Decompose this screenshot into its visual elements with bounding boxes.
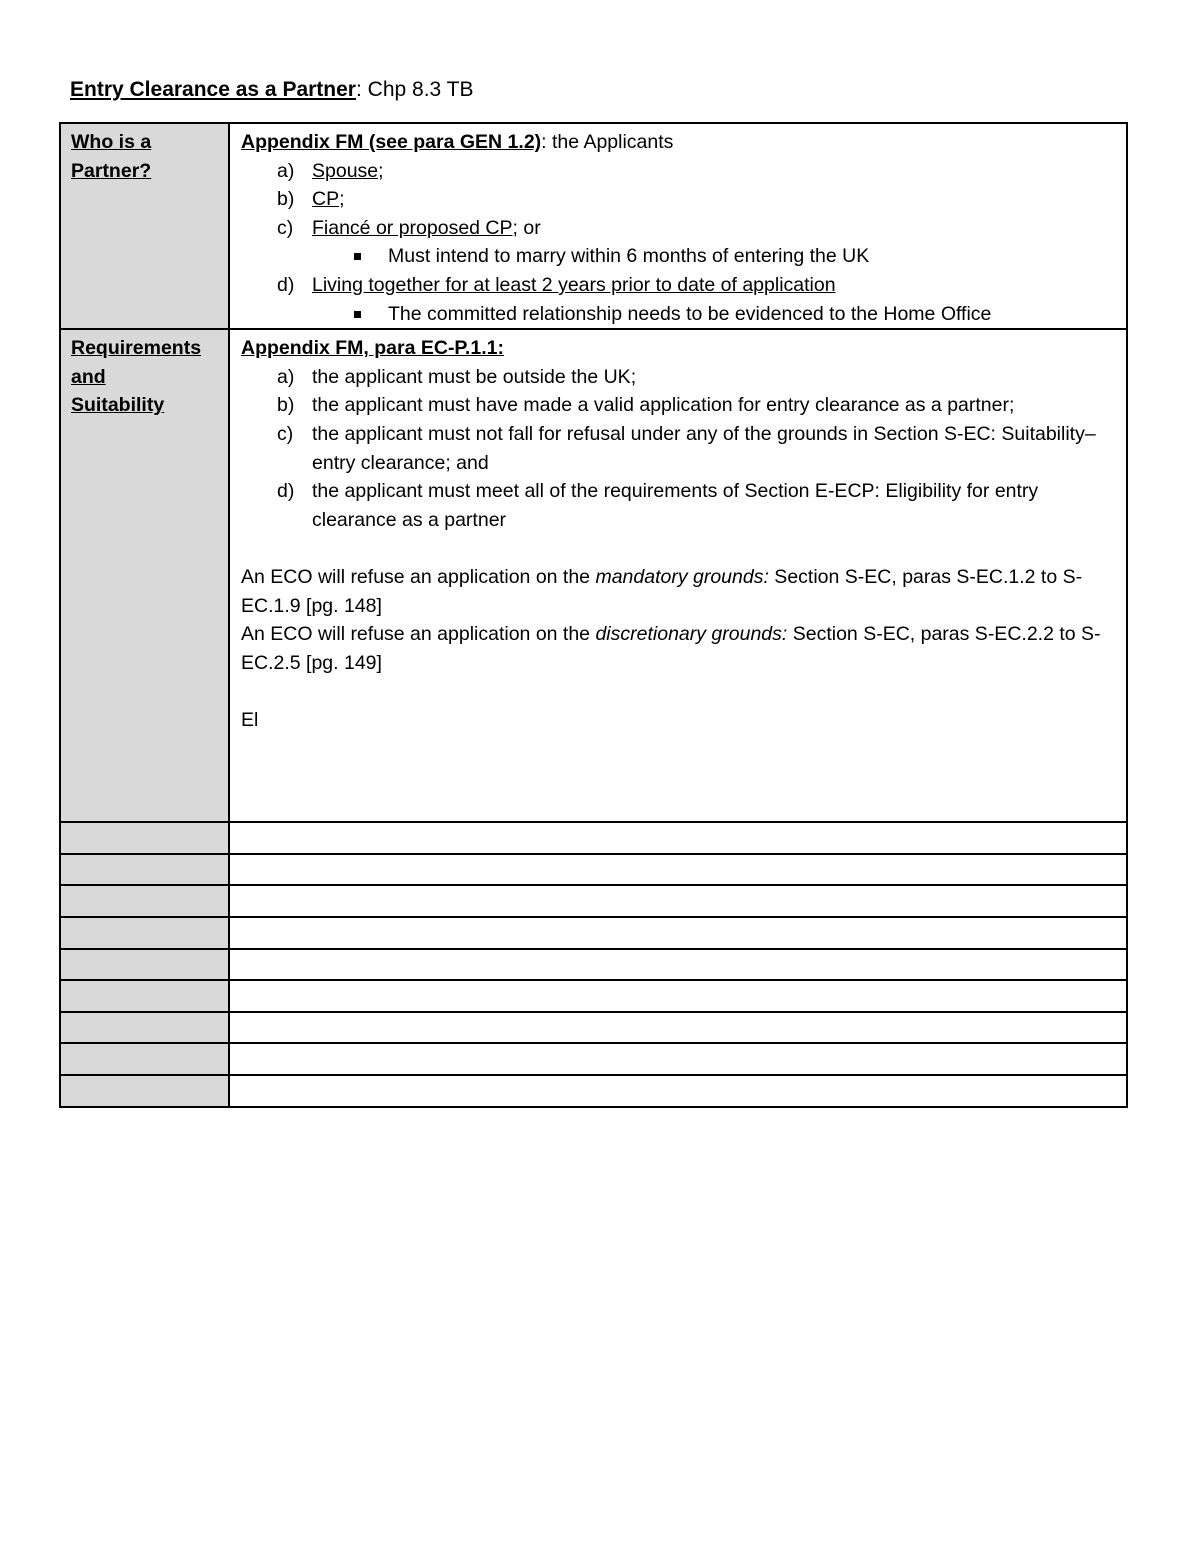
- empty-content-cell: [229, 1012, 1127, 1044]
- paragraph-italic: discretionary grounds:: [595, 623, 788, 646]
- empty-content-cell: [229, 854, 1127, 886]
- list-item: [277, 271, 1118, 328]
- list-item-text: CP;: [312, 188, 345, 211]
- table-row-empty: [60, 885, 1127, 917]
- empty-content-cell: [229, 949, 1127, 981]
- list-marker: a): [277, 365, 295, 388]
- label-line: Suitability: [71, 394, 165, 417]
- paragraph-italic: mandatory grounds:: [595, 565, 769, 588]
- list-item-text: the applicant must not fall for refusal under any of the grounds in Section S-EC: Suitability–entry clearance; and: [312, 422, 1096, 474]
- table-row-partner: [60, 123, 1127, 329]
- list-marker: b): [277, 394, 295, 417]
- empty-label-cell: [60, 1043, 229, 1075]
- sub-bullet: Must intend to marry within 6 months of entering the UK: [352, 242, 1118, 271]
- discretionary-grounds-paragraph: [241, 620, 1118, 677]
- sub-bullet-list: [312, 300, 1118, 329]
- partner-heading: Appendix FM (see para GEN 1.2): [241, 131, 542, 153]
- list-marker: a): [277, 159, 295, 182]
- empty-label-cell: [60, 822, 229, 854]
- empty-label-cell: [60, 980, 229, 1012]
- paragraph-text: An ECO will refuse an application on the: [241, 623, 596, 646]
- empty-label-cell: [60, 917, 229, 949]
- empty-label-cell: [60, 885, 229, 917]
- empty-content-cell: [229, 885, 1127, 917]
- row-content-partner: [229, 123, 1127, 329]
- empty-content-cell: [229, 980, 1127, 1012]
- table-row-empty: [60, 854, 1127, 886]
- paragraph-text: An ECO will refuse an application on the: [241, 565, 596, 588]
- list-item-text: Living together for at least 2 years prior to date of application: [312, 273, 836, 296]
- empty-label-cell: [60, 854, 229, 886]
- list-item: [277, 214, 1118, 271]
- list-item: [277, 363, 1118, 392]
- document-title-main: Entry Clearance as a Partner: [70, 78, 356, 101]
- empty-content-cell: [229, 822, 1127, 854]
- list-item: [277, 477, 1118, 534]
- table-row-empty: [60, 822, 1127, 854]
- partner-list: [241, 157, 1118, 329]
- partner-heading-suffix: : the Applicants: [541, 131, 674, 153]
- table-row-empty: [60, 1012, 1127, 1044]
- list-item-text: the applicant must be outside the UK;: [312, 365, 637, 388]
- notes-table: [59, 122, 1128, 1108]
- table-row-empty: [60, 980, 1127, 1012]
- list-marker: c): [277, 216, 294, 239]
- label-line: Requirements: [71, 337, 202, 360]
- list-item: [277, 185, 1118, 214]
- spacer: [241, 677, 1118, 706]
- table-row-requirements: [60, 329, 1127, 822]
- spacer: [241, 534, 1118, 563]
- sub-bullet: The committed relationship needs to be evidenced to the Home Office: [352, 300, 1118, 329]
- table-row-empty: [60, 1043, 1127, 1075]
- empty-label-cell: [60, 1075, 229, 1107]
- partner-heading-line: [241, 128, 1118, 157]
- sub-bullet-list: [312, 242, 1118, 271]
- paragraph-text: Section S-EC, paras S-EC.2.2 to S-EC.2.5 [pg. 149]: [241, 623, 1101, 674]
- list-marker: b): [277, 188, 295, 211]
- requirements-list: [241, 363, 1118, 535]
- row-label-requirements: [60, 329, 229, 822]
- trailing-text: El: [241, 708, 259, 731]
- list-item: [277, 391, 1118, 420]
- label-line: and: [71, 365, 106, 388]
- list-marker: c): [277, 422, 294, 445]
- empty-label-cell: [60, 1012, 229, 1044]
- row-label-partner: [60, 123, 229, 329]
- list-item: [277, 420, 1118, 477]
- empty-content-cell: [229, 1043, 1127, 1075]
- table-row-empty: [60, 917, 1127, 949]
- mandatory-grounds-paragraph: [241, 563, 1118, 620]
- empty-label-cell: [60, 949, 229, 981]
- list-item-after: ; or: [512, 216, 541, 239]
- list-item-text: the applicant must have made a valid application for entry clearance as a partner;: [312, 394, 1015, 417]
- empty-content-cell: [229, 1075, 1127, 1107]
- requirements-heading: Appendix FM, para EC-P.1.1:: [241, 337, 504, 360]
- document-title: [70, 76, 474, 104]
- list-item-text: Fiancé or proposed CP: [312, 216, 513, 239]
- list-marker: d): [277, 480, 295, 503]
- list-marker: d): [277, 273, 295, 296]
- row-content-requirements: [229, 329, 1127, 822]
- label-line: Partner?: [71, 159, 152, 182]
- list-item-text: Spouse;: [312, 159, 384, 182]
- paragraph-text: Section S-EC, paras S-EC.1.2 to S-EC.1.9 [pg. 148]: [241, 565, 1083, 617]
- empty-content-cell: [229, 917, 1127, 949]
- document-title-suffix: : Chp 8.3 TB: [355, 78, 474, 101]
- table-row-empty: [60, 949, 1127, 981]
- list-item-text: the applicant must meet all of the requirements of Section E-ECP: Eligibility for entry clearance as a partner: [312, 480, 1039, 531]
- list-item: [277, 157, 1118, 186]
- label-line: Who is a: [71, 131, 152, 153]
- table-row-empty: [60, 1075, 1127, 1107]
